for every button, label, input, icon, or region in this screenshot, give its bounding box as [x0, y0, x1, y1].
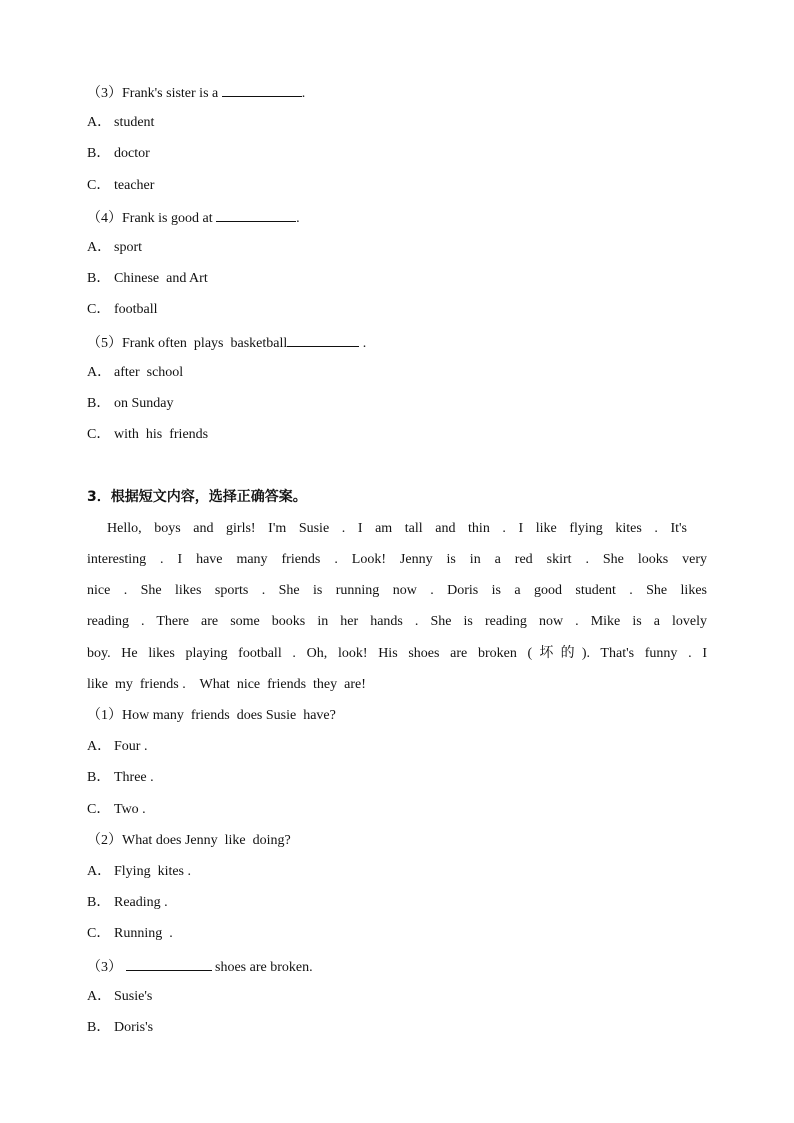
question-3-3: （3） shoes are broken. [87, 956, 313, 978]
option-b[interactable]: B． on Sunday [87, 396, 174, 411]
section-heading: 3．根据短文内容，选择正确答案。 [87, 489, 307, 505]
passage-line: interesting . I have many friends . Look! Jenny is in a red skirt . She looks very [87, 552, 707, 567]
question-3-2: （2）What does Jenny like doing? [87, 833, 291, 848]
question-2-3: （3）Frank's sister is a . [87, 82, 305, 104]
option-b[interactable]: B． Three . [87, 770, 154, 785]
option-c[interactable]: C． Two . [87, 802, 146, 817]
answer-blank[interactable] [126, 956, 212, 971]
answer-blank[interactable] [222, 82, 302, 97]
answer-blank[interactable] [216, 207, 296, 222]
passage-line: Hello, boys and girls! I'm Susie . I am tall and thin . I like flying kites . It's [107, 521, 687, 536]
question-text: （5）Frank often plays basketball [87, 336, 288, 351]
passage-line: like my friends . What nice friends they are! [87, 677, 366, 692]
option-a[interactable]: A． Susie's [87, 989, 153, 1004]
option-c[interactable]: C． teacher [87, 178, 155, 193]
option-b[interactable]: B． doctor [87, 146, 150, 161]
passage-line: boy. He likes playing football . Oh, look! His shoes are broken (坏的). That's funny . I [87, 646, 707, 661]
question-2-5: （5）Frank often plays basketball . [87, 332, 366, 354]
question-2-4: （4）Frank is good at . [87, 207, 300, 229]
option-b[interactable]: B． Doris's [87, 1020, 154, 1035]
option-a[interactable]: A． student [87, 115, 155, 130]
question-3-1: （1）How many friends does Susie have? [87, 708, 336, 723]
answer-blank[interactable] [287, 332, 359, 347]
option-a[interactable]: A． sport [87, 240, 142, 255]
option-c[interactable]: C． with his friends [87, 427, 209, 442]
option-b[interactable]: B． Reading . [87, 895, 168, 910]
option-a[interactable]: A． after school [87, 365, 184, 380]
passage-line: reading . There are some books in her hands . She is reading now . Mike is a lovely [87, 614, 707, 629]
option-a[interactable]: A． Four . [87, 739, 148, 754]
option-c[interactable]: C． Running . [87, 926, 173, 941]
passage-line: nice . She likes sports . She is running now . Doris is a good student . She likes [87, 583, 707, 598]
question-text: （4）Frank is good at [87, 211, 217, 226]
option-a[interactable]: A． Flying kites . [87, 864, 192, 879]
option-c[interactable]: C． football [87, 302, 158, 317]
option-b[interactable]: B． Chinese and Art [87, 271, 208, 286]
question-text: （3）Frank's sister is a [87, 86, 222, 101]
